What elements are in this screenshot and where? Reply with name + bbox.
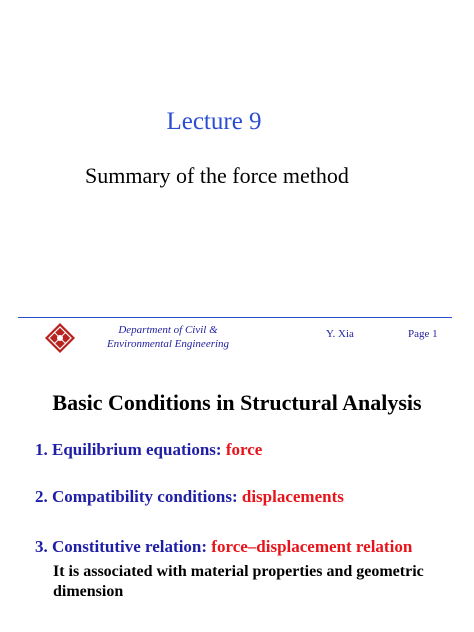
item-highlight: displacements: [241, 487, 344, 506]
section-title: Basic Conditions in Structural Analysis: [52, 390, 422, 415]
lecture-title: Lecture 9: [166, 108, 262, 135]
item-label: 1. Equilibrium equations:: [35, 440, 226, 459]
department-line-2: Environmental Engineering: [106, 338, 230, 350]
author-name: Y. Xia: [326, 328, 354, 340]
footer-divider: [18, 317, 452, 318]
department-name: [98, 323, 238, 351]
constitutive-note: It is associated with material properties and geometric dimension: [53, 563, 424, 600]
university-logo-icon: [44, 322, 76, 354]
page-number: Page 1: [408, 328, 438, 340]
department-line-1: Department of Civil &: [118, 324, 218, 336]
list-item-constitutive: [35, 537, 412, 557]
lecture-subtitle: Summary of the force method: [85, 163, 349, 188]
item-label: 2. Compatibility conditions:: [35, 487, 242, 506]
item-label: 3. Constitutive relation:: [35, 537, 212, 556]
list-item-equilibrium: [35, 440, 262, 460]
item-highlight: force: [225, 440, 263, 459]
list-item-compatibility: [35, 487, 344, 507]
item-highlight: force–displacement relation: [211, 537, 413, 556]
